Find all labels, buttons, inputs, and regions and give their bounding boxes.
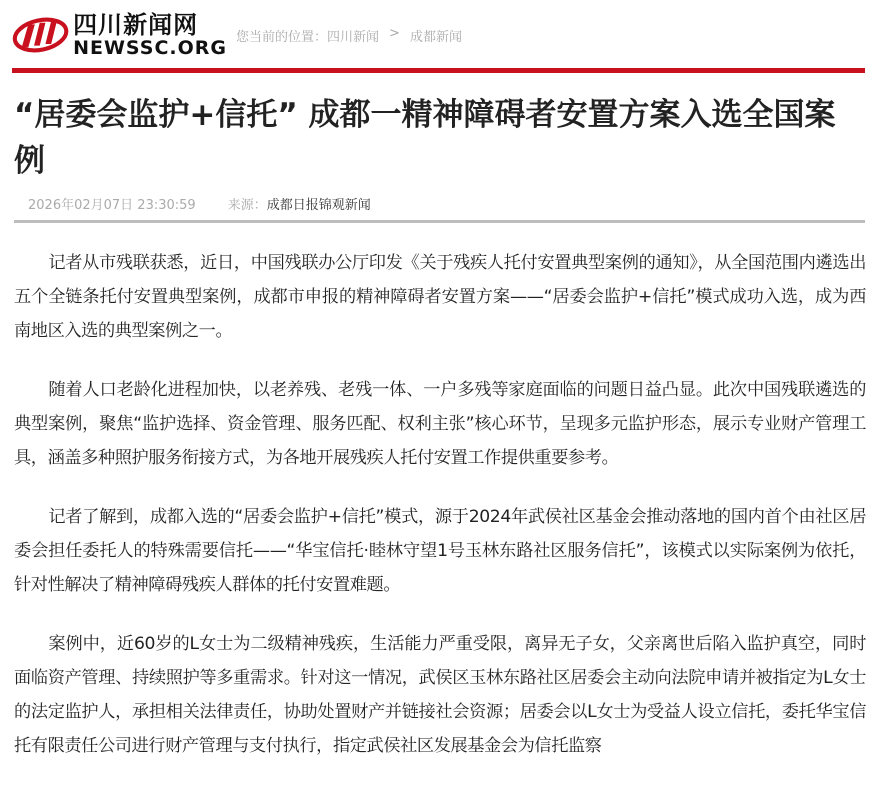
article-paragraph: 记者了解到，成都入选的“居委会监护+信托”模式，源于2024年武侯社区基金会推动落地的国内首个由社区居委会担任委托人的特殊需要信托——“华宝信托·睦林守望1号玉林东路社区服务信托”，该模式以实际案例为依托，针对性解决了精神障碍残疾人群体的托付安置难题。 bbox=[14, 507, 866, 595]
sichuan-news-logo-icon bbox=[12, 12, 69, 58]
source-name: 成都日报锦观新闻 bbox=[266, 198, 371, 213]
header-divider bbox=[12, 68, 865, 73]
article-meta bbox=[28, 194, 371, 213]
article-body bbox=[14, 246, 866, 788]
article-paragraph: 记者从市残联获悉，近日，中国残联办公厅印发《关于残疾人托付安置典型案例的通知》，从全国范围内遴选出五个全链条托付安置典型案例，成都市申报的精神障碍者安置方案——“居委会监护+信托”模式成功入选，成为西南地区入选的典型案例之一。 bbox=[14, 253, 866, 341]
breadcrumb-link-chengdu-news[interactable]: 成都新闻 bbox=[409, 30, 462, 45]
meta-divider bbox=[14, 220, 865, 223]
breadcrumb-prefix: 您当前的位置： bbox=[236, 30, 328, 45]
site-header bbox=[0, 0, 884, 68]
breadcrumb-link-sichuan-news[interactable]: 四川新闻 bbox=[327, 30, 380, 45]
article-paragraph: 案例中，近60岁的L女士为二级精神残疾，生活能力严重受限，离异无子女，父亲离世后陷入监护真空，同时面临资产管理、持续照护等多重需求。针对这一情况，武侯区玉林东路社区居委会主动向法院申请并被指定为L女士的法定监护人，承担相关法律责任，协助处置财产并链接社会资源；居委会以L女士为受益人设立信托，委托华宝信托有限责任公司进行财产管理与支付执行，指定武侯社区发展基金会为信托监察 bbox=[14, 634, 866, 756]
site-logo[interactable] bbox=[12, 10, 227, 60]
article-paragraph: 随着人口老龄化进程加快，以老养残、老残一体、一户多残等家庭面临的问题日益凸显。此次中国残联遴选的典型案例，聚焦“监护选择、资金管理、服务匹配、权利主张”核心环节，呈现多元监护形态，展示专业财产管理工具，涵盖多种照护服务衔接方式，为各地开展残疾人托付安置工作提供重要参考。 bbox=[14, 380, 866, 468]
source-label: 来源： bbox=[227, 198, 267, 213]
breadcrumb-separator: > bbox=[389, 26, 400, 41]
breadcrumb bbox=[236, 26, 462, 45]
logo-chinese-name: 四川新闻网 bbox=[73, 10, 199, 39]
article-title: “居委会监护+信托” 成都一精神障碍者安置方案入选全国案例 bbox=[14, 97, 836, 179]
publish-date: 2026年02月07日 23:30:59 bbox=[28, 198, 196, 213]
logo-domain: NEWSSC.ORG bbox=[73, 36, 227, 59]
